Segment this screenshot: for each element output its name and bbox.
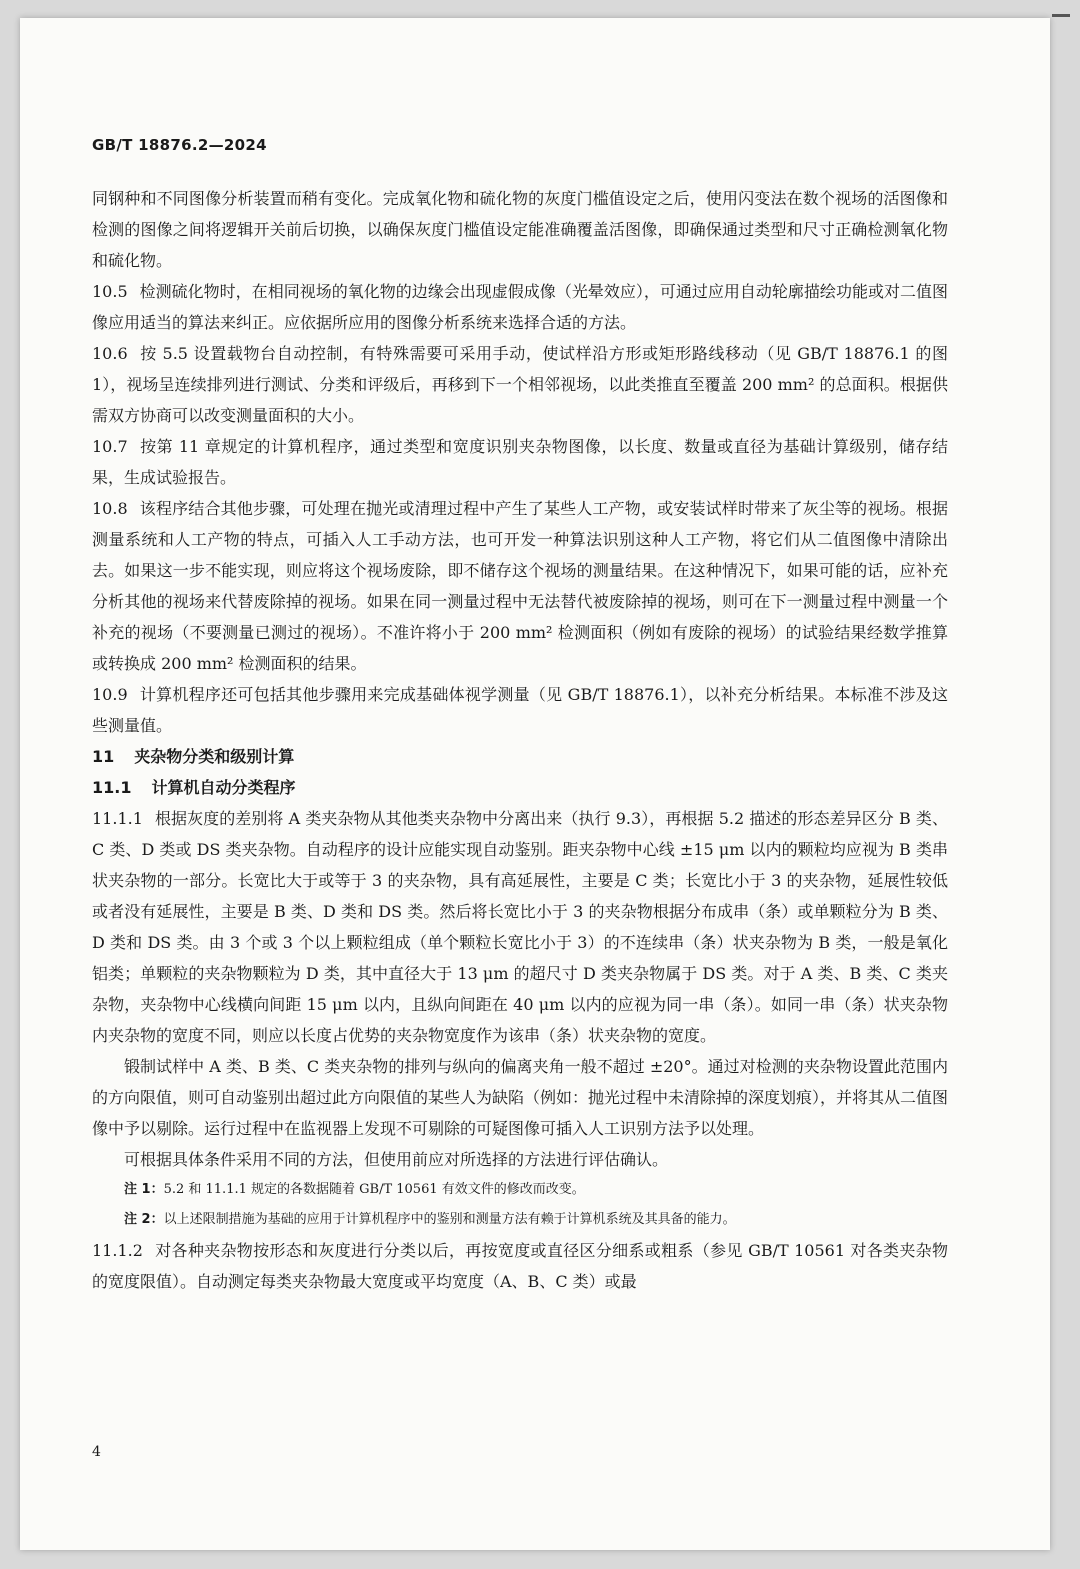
note-2 bbox=[92, 1205, 948, 1235]
clause-number: 10.5 bbox=[92, 282, 128, 301]
clause-text: 检测硫化物时，在相同视场的氧化物的边缘会出现虚假成像（光晕效应），可通过应用自动轮廓描绘功能或对二值图像应用适当的算法来纠正。应依据所应用的图像分析系统来选择合适的方法。 bbox=[92, 282, 948, 332]
note-label: 注 1： bbox=[124, 1182, 164, 1197]
clause-10-5 bbox=[92, 276, 948, 338]
clause-number: 10.8 bbox=[92, 499, 128, 518]
clause-10-7 bbox=[92, 431, 948, 493]
clause-number: 11.1.1 bbox=[92, 809, 143, 828]
paragraph-continued: 同钢种和不同图像分析装置而稍有变化。完成氧化物和硫化物的灰度门槛值设定之后，使用闪变法在数个视场的活图像和检测的图像之间将逻辑开关前后切换，以确保灰度门槛值设定能准确覆盖活图像，即确保通过类型和尺寸正确检测氧化物和硫化物。 bbox=[92, 189, 948, 270]
clause-number: 10.6 bbox=[92, 344, 128, 363]
clause-text: 按 5.5 设置载物台自动控制，有特殊需要可采用手动，使试样沿方形或矩形路线移动（见 GB/T 18876.1 的图 1），视场呈连续排列进行测试、分类和评级后，再移到下一个相邻视场，以此类推直至覆盖 200 mm² 的总面积。根据供需双方协商可以改变测量面积的大小。 bbox=[92, 344, 948, 425]
clause-number: 11.1.2 bbox=[92, 1241, 143, 1260]
clause-text: 计算机程序还可包括其他步骤用来完成基础体视学测量（见 GB/T 18876.1），以补充分析结果。本标准不涉及这些测量值。 bbox=[92, 685, 948, 735]
paragraph-methods: 可根据具体条件采用不同的方法，但使用前应对所选择的方法进行评估确认。 bbox=[124, 1150, 669, 1169]
section-title: 夹杂物分类和级别计算 bbox=[134, 747, 295, 766]
clause-10-8 bbox=[92, 493, 948, 679]
clause-10-6 bbox=[92, 338, 948, 431]
section-title: 计算机自动分类程序 bbox=[151, 778, 296, 797]
clause-text: 对各种夹杂物按形态和灰度进行分类以后，再按宽度或直径区分细系或粗系（参见 GB/T 10561 对各类夹杂物的宽度限值）。自动测定每类夹杂物最大宽度或平均宽度（A、B、C 类）或最 bbox=[92, 1241, 948, 1291]
clause-text: 该程序结合其他步骤，可处理在抛光或清理过程中产生了某些人工产物，或安装试样时带来了灰尘等的视场。根据测量系统和人工产物的特点，可插入人工手动方法，也可开发一种算法识别这种人工产物，将它们从二值图像中清除出去。如果这一步不能实现，则应将这个视场废除，即不储存这个视场的测量结果。在这种情况下，如果可能的话，应补充分析其他的视场来代替废除掉的视场。如果在同一测量过程中无法替代被废除掉的视场，则可在下一测量过程中测量一个补充的视场（不要测量已测过的视场）。不准许将小于 200 mm² 检测面积（例如有废除的视场）的试验结果经数学推算或转换成 200 mm² 检测面积的结果。 bbox=[92, 499, 948, 673]
note-1 bbox=[92, 1175, 948, 1205]
clause-11-1-2 bbox=[92, 1235, 948, 1297]
note-label: 注 2： bbox=[124, 1212, 164, 1227]
clause-number: 10.9 bbox=[92, 685, 128, 704]
document-body bbox=[92, 183, 948, 1297]
section-number: 11.1 bbox=[92, 778, 132, 797]
page-number: 4 bbox=[92, 1444, 101, 1460]
clause-text: 按第 11 章规定的计算机程序，通过类型和宽度识别夹杂物图像，以长度、数量或直径为基础计算级别，储存结果，生成试验报告。 bbox=[92, 437, 948, 487]
clause-11-1-1 bbox=[92, 803, 948, 1051]
note-text: 以上述限制措施为基础的应用于计算机程序中的鉴别和测量方法有赖于计算机系统及其具备的能力。 bbox=[163, 1212, 736, 1227]
section-11-1-heading bbox=[92, 772, 948, 803]
standard-code-header: GB/T 18876.2—2024 bbox=[92, 136, 267, 154]
section-11-heading bbox=[92, 741, 948, 772]
note-text: 5.2 和 11.1.1 规定的各数据随着 GB/T 10561 有效文件的修改而改变。 bbox=[163, 1182, 585, 1197]
clause-number: 10.7 bbox=[92, 437, 128, 456]
paragraph-forged-specimen: 锻制试样中 A 类、B 类、C 类夹杂物的排列与纵向的偏离夹角一般不超过 ±20°。通过对检测的夹杂物设置此范围内的方向限值，则可自动鉴别出超过此方向限值的某些人为缺陷（例如：抛光过程中未清除掉的深度划痕），并将其从二值图像中予以剔除。运行过程中在监视器上发现不可剔除的可疑图像可插入人工识别方法予以处理。 bbox=[92, 1057, 949, 1138]
corner-mark bbox=[1052, 14, 1070, 17]
clause-10-9 bbox=[92, 679, 948, 741]
clause-text: 根据灰度的差别将 A 类夹杂物从其他类夹杂物中分离出来（执行 9.3），再根据 5.2 描述的形态差异区分 B 类、C 类、D 类或 DS 类夹杂物。自动程序的设计应能实现自动鉴别。距夹杂物中心线 ±15 μm 以内的颗粒均应视为 B 类串状夹杂物的一部分。长宽比大于或等于 3 的夹杂物，具有高延展性，主要是 C 类；长宽比小于 3 的夹杂物，延展性较低或者没有延展性，主要是 B 类、D 类和 DS 类。然后将长宽比小于 3 的夹杂物根据分布成串（条）或单颗粒分为 B 类、D 类和 DS 类。由 3 个或 3 个以上颗粒组成（单个颗粒长宽比小于 3）的不连续串（条）状夹杂物为 B 类，一般是氧化铝类；单颗粒的夹杂物颗粒为 D 类，其中直径大于 13 μm 的超尺寸 D 类夹杂物属于 DS 类。对于 A 类、B 类、C 类夹杂物，夹杂物中心线横向间距 15 μm 以内，且纵向间距在 40 μm 以内的应视为同一串（条）。如同一串（条）状夹杂物内夹杂物的宽度不同，则应以长度占优势的夹杂物宽度作为该串（条）状夹杂物的宽度。 bbox=[92, 809, 948, 1045]
section-number: 11 bbox=[92, 747, 115, 766]
